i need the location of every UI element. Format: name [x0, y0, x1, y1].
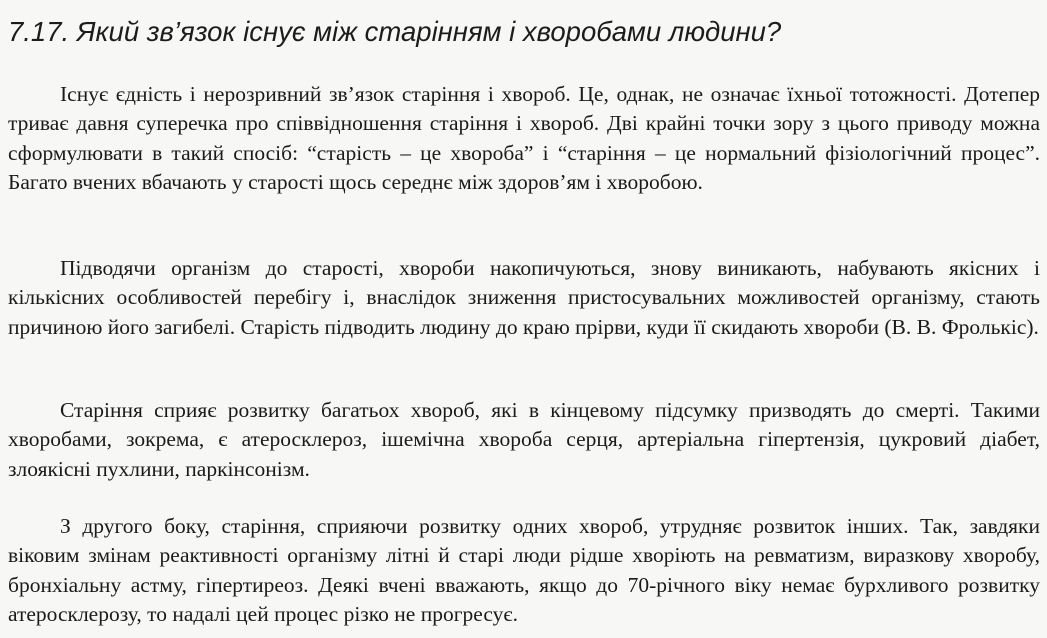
paragraph-2: Підводячи організм до старості, хвороби накопичуються, знову виникають, набувають якісних і кількісних особливостей перебігу і, внаслідок зниження пристосувальних можливостей організму, стають причиною його загибелі. Старість підводить людину до краю прірви, куди її скидають хвороби (В. В. Фролькіс).: [8, 255, 1040, 339]
paragraph-3: Старіння сприяє розвитку багатьох хвороб, які в кінцевому підсумку призводять до смерті. Такими хворобами, зокрема, є атеросклероз, ішемічна хвороба серця, артеріальна гіпертензія, цукровий діабет, злоякісні пухлини, паркінсонізм.: [8, 397, 1040, 481]
paragraph-4: З другого боку, старіння, сприяючи розвитку одних хвороб, утрудняє розвиток інших. Так, завдяки віковим змінам реактивності організму літні й старі люди рідше хворіють на ревматизм, виразкову хворобу, бронхіальну астму, гіпертиреоз. Деякі вчені вважають, якщо до 70-річного віку немає бурхливого розвитку атеросклерозу, то надалі цей процес різко не прогресує.: [8, 513, 1040, 627]
paragraph-1: Існує єдність і нерозривний зв’язок старіння і хвороб. Це, однак, не означає їхньої тотожності. Дотепер триває давня суперечка про співвідношення старіння і хвороб. Дві крайні точки зору з цього приводу можна сформулювати в такий спосіб: “старість – це хвороба” і “старіння – це нормальний фізіологічний процес”. Багато вчених вбачають у старості щось середнє між здоров’ям і хворобою.: [8, 81, 1040, 195]
section-heading: 7.17. Який зв’язок існує між старінням і хворобами людини?: [8, 16, 782, 47]
